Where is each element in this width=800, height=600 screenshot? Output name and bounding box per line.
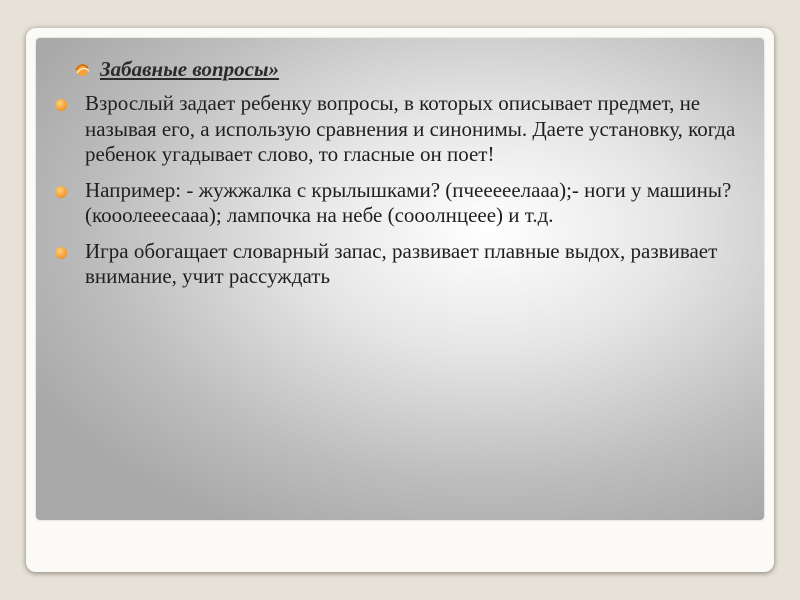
orange-dot-bullet-icon	[55, 247, 67, 259]
bullet-item	[55, 239, 755, 290]
bullet-text: Взрослый задает ребенку вопросы, в которых описывает предмет, не называя его, а использую сравнения и синонимы. Даете установку, когда ребенок угадывает слово, то гласные он поет!	[85, 91, 736, 166]
bullet-list	[55, 91, 755, 300]
orange-dot-bullet-icon	[55, 99, 67, 111]
title-row	[72, 55, 279, 83]
bullet-item	[55, 91, 755, 168]
swirl-bullet-icon	[72, 59, 92, 79]
slide-title: Забавные вопросы»	[100, 56, 280, 81]
bullet-item	[55, 178, 755, 229]
orange-dot-bullet-icon	[55, 186, 67, 198]
bullet-text: Например: - жужжалка с крылышками? (пчеееeелааа);- ноги у машины? (кооолееесааа); лампочка на небе (сооолнцеее) и т.д.	[85, 177, 732, 227]
bullet-text: Игра обогащает словарный запас, развивает плавные выдох, развивает внимание, учит рассуждать	[85, 238, 718, 288]
